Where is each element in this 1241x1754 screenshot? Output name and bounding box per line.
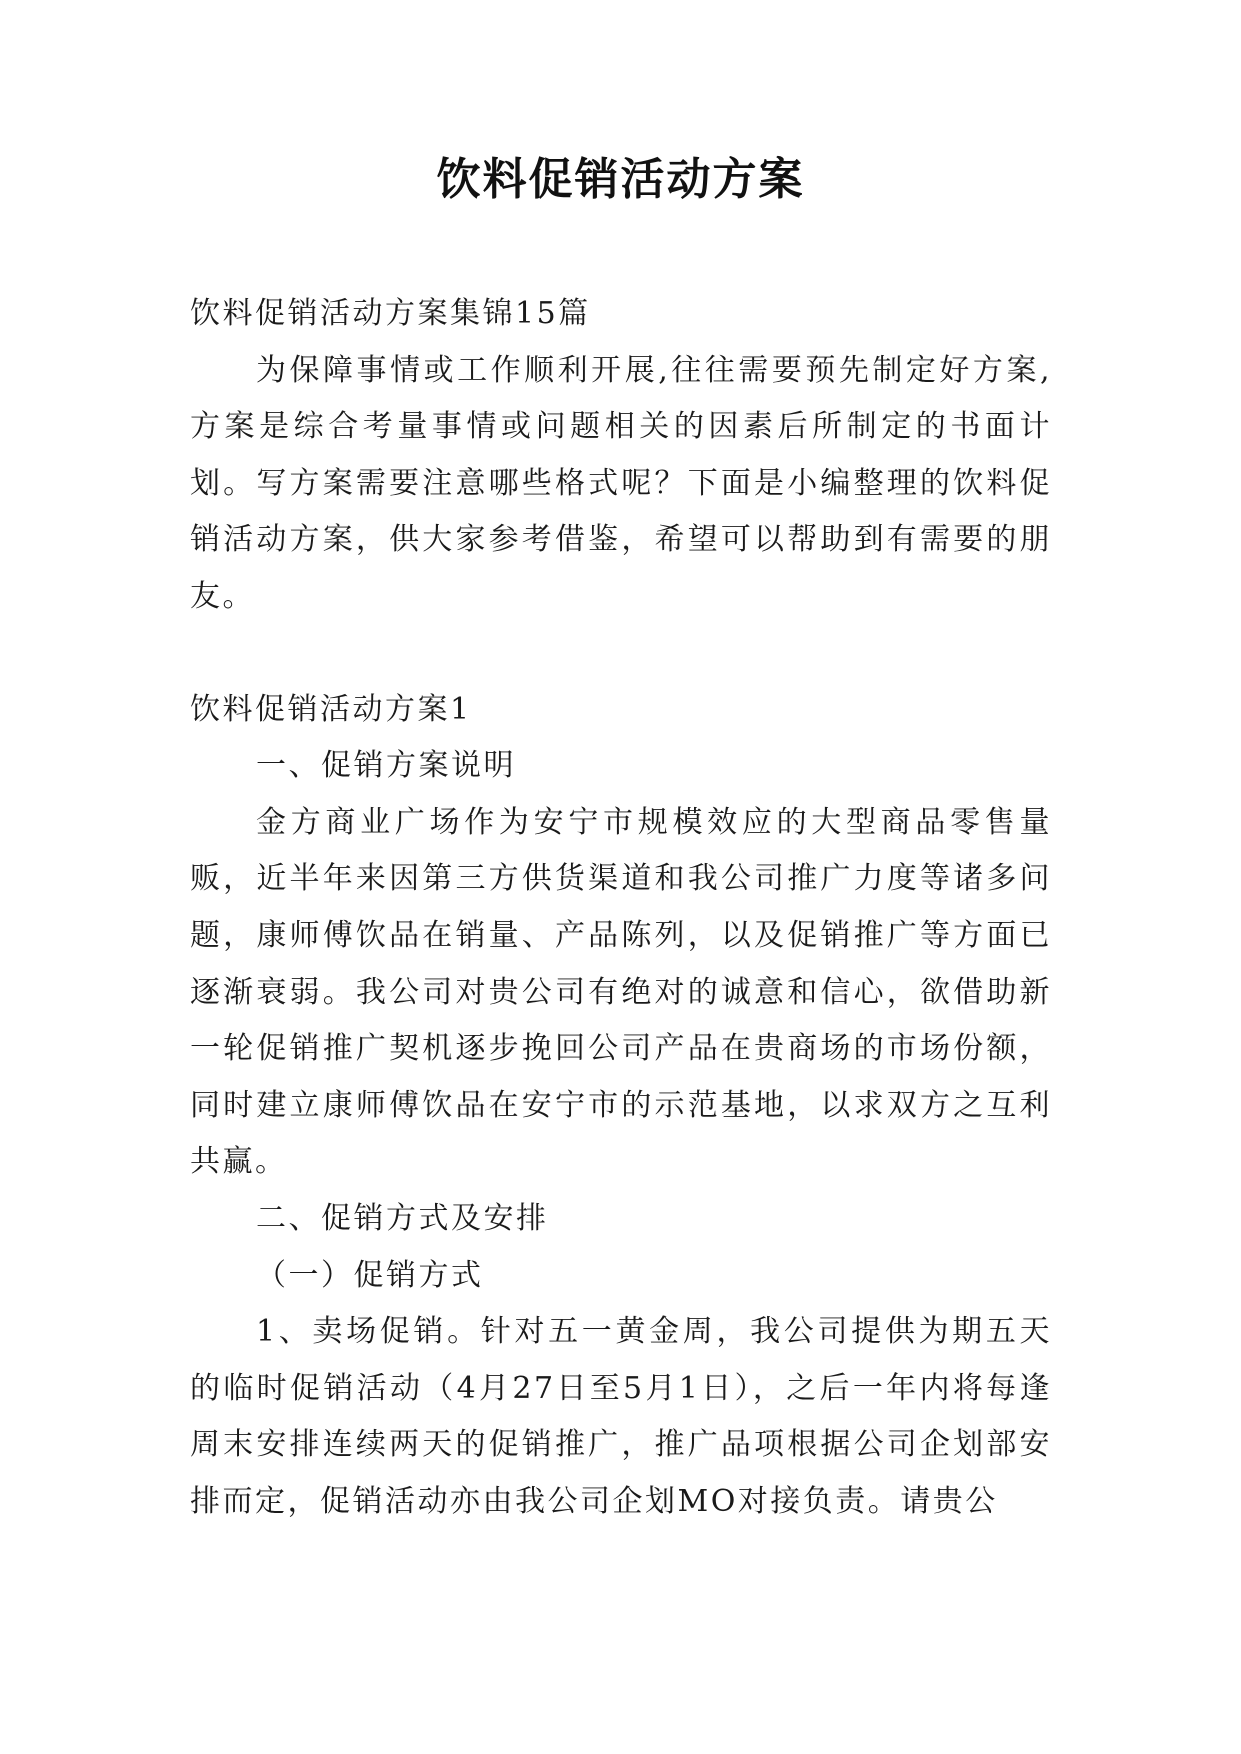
body-paragraph: 金方商业广场作为安宁市规模效应的大型商品零售量贩，近半年来因第三方供货渠道和我公司推广力度等诸多问题，康师傅饮品在销量、产品陈列，以及促销推广等方面已逐渐衰弱。我公司对贵公司有绝对的诚意和信心，欲借助新一轮促销推广契机逐步挽回公司产品在贵商场的市场份额，同时建立康师傅饮品在安宁市的示范基地，以求双方之互利共赢。 — [190, 804, 1052, 1180]
collection-heading: 饮料促销活动方案集锦15篇 — [190, 296, 591, 331]
subsection-heading: 二、促销方式及安排 — [256, 1200, 549, 1236]
section-heading: 饮料促销活动方案1 — [190, 691, 472, 727]
document-body — [190, 286, 1052, 1530]
document-title: 饮料促销活动方案 — [436, 154, 805, 205]
intro-paragraph: 为保障事情或工作顺利开展,往往需要预先制定好方案,方案是综合考量事情或问题相关的因素后所制定的书面计划。写方案需要注意哪些格式呢？下面是小编整理的饮料促销活动方案，供大家参考借鉴，希望可以帮助到有需要的朋友。 — [190, 352, 1052, 614]
subsection-heading: （一）促销方式 — [256, 1257, 484, 1293]
body-paragraph: 1、卖场促销。针对五一黄金周，我公司提供为期五天的临时促销活动（4月27日至5月1日），之后一年内将每逢周末安排连续两天的促销推广，推广品项根据公司企划部安排而定，促销活动亦由我公司企划MO对接负责。请贵公 — [190, 1314, 1052, 1519]
subsection-heading: 一、促销方案说明 — [256, 748, 516, 784]
